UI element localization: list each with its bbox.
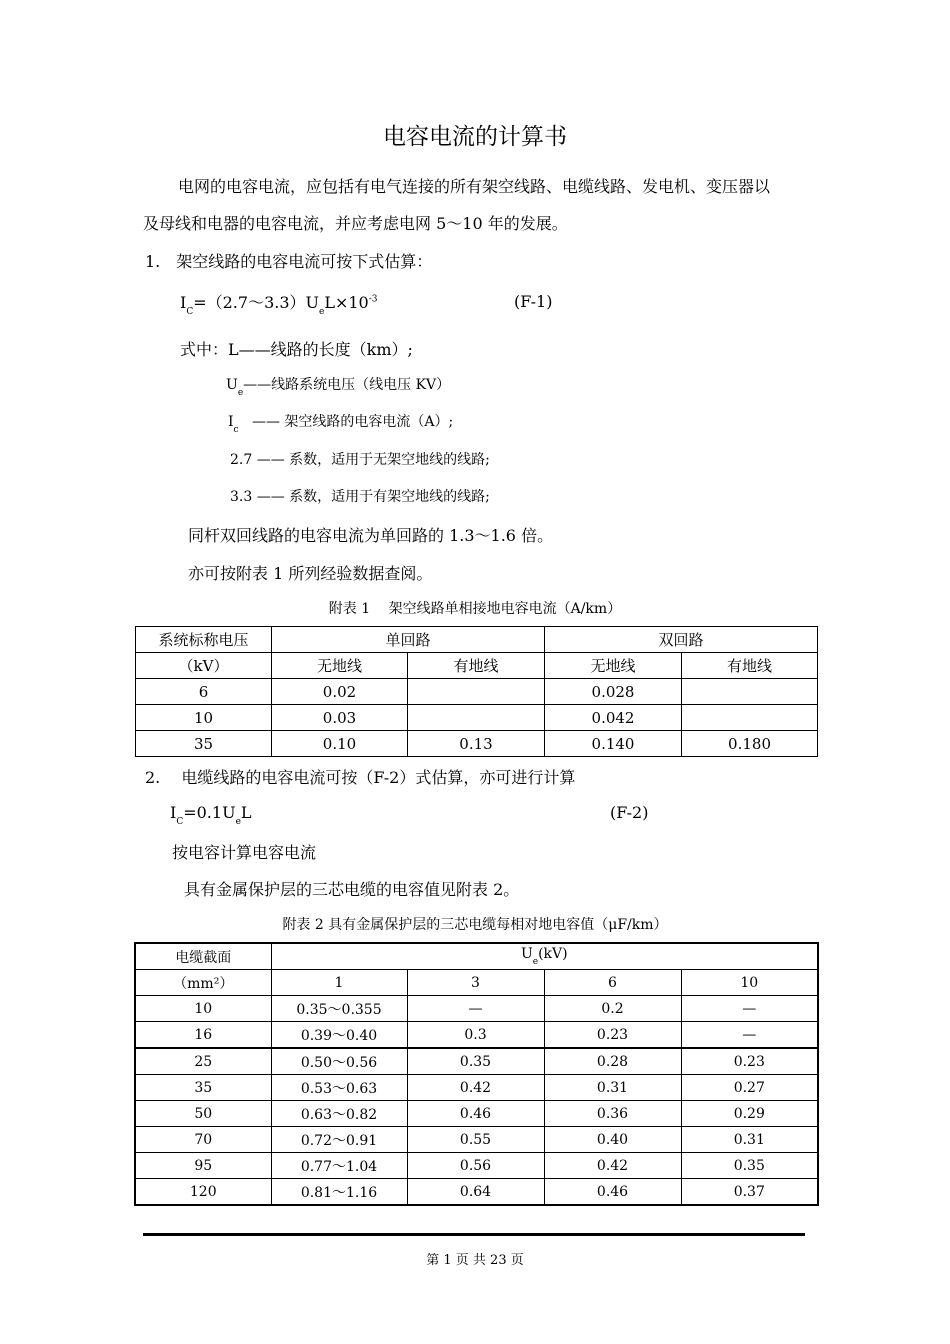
table2-cell: 0.42 xyxy=(407,1075,544,1101)
table2-cell: 0.55 xyxy=(407,1127,544,1153)
def-33-text: —— 系数，适用于有架空地线的线路; xyxy=(256,489,490,505)
table2-cell: — xyxy=(681,996,818,1022)
formula-f2-u-sub: e xyxy=(235,817,241,827)
footer-rule xyxy=(143,1233,805,1236)
table2-subheader: 1 xyxy=(271,970,407,996)
table1-cell: 6 xyxy=(136,679,272,705)
table2-cell: 0.72～0.91 xyxy=(271,1127,407,1153)
table2-cell: 0.46 xyxy=(544,1179,681,1206)
formula-f2-i: I xyxy=(170,803,177,822)
table1-cell: 10 xyxy=(136,705,272,731)
table2-cell: 0.37 xyxy=(681,1179,818,1206)
def-ic-text: —— 架空线路的电容电流（A）; xyxy=(251,414,454,430)
table2 xyxy=(134,942,819,1206)
note-table-ref: 亦可按附表 1 所列经验数据查阅。 xyxy=(188,564,433,583)
table1 xyxy=(135,626,818,757)
table2-group-sym: U xyxy=(520,946,533,962)
table2-cell: 0.23 xyxy=(544,1022,681,1049)
table2-cell: 0.53～0.63 xyxy=(271,1075,407,1101)
table2-cell: 0.56 xyxy=(407,1153,544,1179)
table2-cell: 0.77～1.04 xyxy=(271,1153,407,1179)
def-ue xyxy=(226,374,450,398)
section2-line1: 按电容计算电容电流 xyxy=(172,843,317,862)
table1-cell: 0.10 xyxy=(272,731,408,757)
table1-cell xyxy=(408,705,545,731)
table2-cell: 0.35 xyxy=(407,1048,544,1075)
table2-cell: 0.27 xyxy=(681,1075,818,1101)
formula-f2-i-sub: C xyxy=(176,817,184,827)
table2-cell: 0.63～0.82 xyxy=(271,1101,407,1127)
table2-cell: 95 xyxy=(135,1153,271,1179)
page-footer: 第 1 页 共 23 页 xyxy=(426,1253,524,1268)
table2-cell: 0.23 xyxy=(681,1048,818,1075)
table1-header-cell: （kV） xyxy=(136,653,272,679)
formula-f2-mid: =0.1U xyxy=(183,803,236,822)
table-row xyxy=(135,1075,818,1101)
table2-cell: 25 xyxy=(135,1048,271,1075)
section1-heading: 1. 架空线路的电容电流可按下式估算： xyxy=(145,252,433,271)
table-row xyxy=(135,1022,818,1049)
def-27-sym: 2.7 xyxy=(230,452,253,468)
intro-paragraph-line2: 及母线和电器的电容电流，并应考虑电网 5～10 年的发展。 xyxy=(143,214,568,233)
formula-f1-rest: L×10 xyxy=(324,293,369,312)
table2-cell: 0.31 xyxy=(681,1127,818,1153)
formula-f1-i: I xyxy=(180,293,187,312)
formula-f1-mid: =（2.7～3.3）U xyxy=(193,293,320,312)
section2-line2: 具有金属保护层的三芯电缆的电容值见附表 2。 xyxy=(184,880,520,899)
table2-cell: 0.31 xyxy=(544,1075,681,1101)
table1-subheader: 有地线 xyxy=(408,653,545,679)
table2-cell: 0.50～0.56 xyxy=(271,1048,407,1075)
table2-subheader: 6 xyxy=(544,970,681,996)
table2-cell: 0.2 xyxy=(544,996,681,1022)
table2-cell: — xyxy=(681,1022,818,1049)
formula-f2 xyxy=(170,803,252,827)
table-row xyxy=(135,1127,818,1153)
def-ue-text: ——线路系统电压（线电压 KV） xyxy=(243,377,451,393)
table2-cell: 70 xyxy=(135,1127,271,1153)
table1-cell: 0.02 xyxy=(272,679,408,705)
table1-cell xyxy=(408,679,545,705)
def-ic-sym: I xyxy=(228,414,234,430)
formula-f1 xyxy=(180,290,378,317)
formula-f2-tag: (F-2) xyxy=(610,803,649,822)
formula-f1-tag: (F-1) xyxy=(514,292,553,311)
def-ue-sub: e xyxy=(237,388,244,398)
table-row xyxy=(136,731,818,757)
table2-cell: 120 xyxy=(135,1179,271,1206)
table-row xyxy=(136,705,818,731)
table2-group-sub: e xyxy=(532,957,539,967)
table2-cell: — xyxy=(407,996,544,1022)
table1-cell: 0.140 xyxy=(545,731,682,757)
table-row xyxy=(135,1101,818,1127)
table2-header-cell: 电缆截面 xyxy=(135,943,271,970)
table1-cell: 0.03 xyxy=(272,705,408,731)
table2-subheader: 10 xyxy=(681,970,818,996)
table1-cell xyxy=(682,679,818,705)
table2-cell: 0.35～0.355 xyxy=(271,996,407,1022)
table2-cell: 10 xyxy=(135,996,271,1022)
table2-cell: 0.42 xyxy=(544,1153,681,1179)
table2-cell: 0.28 xyxy=(544,1048,681,1075)
table2-cell: 0.36 xyxy=(544,1101,681,1127)
table1-header-cell: 系统标称电压 xyxy=(136,627,272,653)
table-row xyxy=(135,1153,818,1179)
table1-group-double: 双回路 xyxy=(545,627,818,653)
def-ic xyxy=(228,411,453,435)
table2-cell: 0.40 xyxy=(544,1127,681,1153)
table1-group-single: 单回路 xyxy=(272,627,545,653)
formula-f1-u-sub: e xyxy=(319,307,325,317)
def-ic-sub: c xyxy=(233,425,239,435)
table2-caption: 附表 2 具有金属保护层的三芯电缆每相对地电容值（μF/km） xyxy=(282,917,668,933)
intro-paragraph-line1: 电网的电容电流，应包括有电气连接的所有架空线路、电缆线路、发电机、变压器以 xyxy=(178,177,771,196)
table-row xyxy=(135,996,818,1022)
table1-cell: 0.13 xyxy=(408,731,545,757)
table-row xyxy=(135,1179,818,1206)
table2-cell: 0.29 xyxy=(681,1101,818,1127)
def-27-text: —— 系数，适用于无架空地线的线路; xyxy=(256,452,490,468)
table2-cell: 0.64 xyxy=(407,1179,544,1206)
table2-header-cell: （mm²） xyxy=(135,970,271,996)
table2-cell: 35 xyxy=(135,1075,271,1101)
page-title: 电容电流的计算书 xyxy=(383,124,567,150)
table2-group-unit: (kV) xyxy=(538,946,568,962)
formula-f1-exp: -3 xyxy=(368,294,378,305)
table2-subheader: 3 xyxy=(407,970,544,996)
table2-cell: 0.3 xyxy=(407,1022,544,1049)
table1-subheader: 无地线 xyxy=(545,653,682,679)
note-double-circuit: 同杆双回线路的电容电流为单回路的 1.3～1.6 倍。 xyxy=(188,526,554,545)
formula-f2-rest: L xyxy=(240,803,252,822)
table2-group-ue xyxy=(271,943,818,970)
section2-heading: 2. 电缆线路的电容电流可按（F-2）式估算，亦可进行计算 xyxy=(145,768,576,787)
table1-subheader: 无地线 xyxy=(272,653,408,679)
table2-cell: 0.39～0.40 xyxy=(271,1022,407,1049)
table1-caption: 附表 1 架空线路单相接地电容电流（A/km） xyxy=(328,601,622,617)
table2-cell: 0.81～1.16 xyxy=(271,1179,407,1206)
table2-cell: 16 xyxy=(135,1022,271,1049)
table1-cell: 0.042 xyxy=(545,705,682,731)
table-row xyxy=(135,1048,818,1075)
def-ue-sym: U xyxy=(226,377,238,393)
table1-subheader: 有地线 xyxy=(682,653,818,679)
table1-cell: 0.028 xyxy=(545,679,682,705)
def-33-sym: 3.3 xyxy=(230,489,253,505)
where-line: 式中：L——线路的长度（km）; xyxy=(180,340,413,359)
table1-cell: 0.180 xyxy=(682,731,818,757)
table2-cell: 0.46 xyxy=(407,1101,544,1127)
def-33 xyxy=(230,486,490,506)
table1-cell: 35 xyxy=(136,731,272,757)
table1-cell xyxy=(682,705,818,731)
table2-cell: 0.35 xyxy=(681,1153,818,1179)
table2-cell: 50 xyxy=(135,1101,271,1127)
table-row xyxy=(136,679,818,705)
def-27 xyxy=(230,449,490,469)
formula-f1-i-sub: C xyxy=(186,307,194,317)
